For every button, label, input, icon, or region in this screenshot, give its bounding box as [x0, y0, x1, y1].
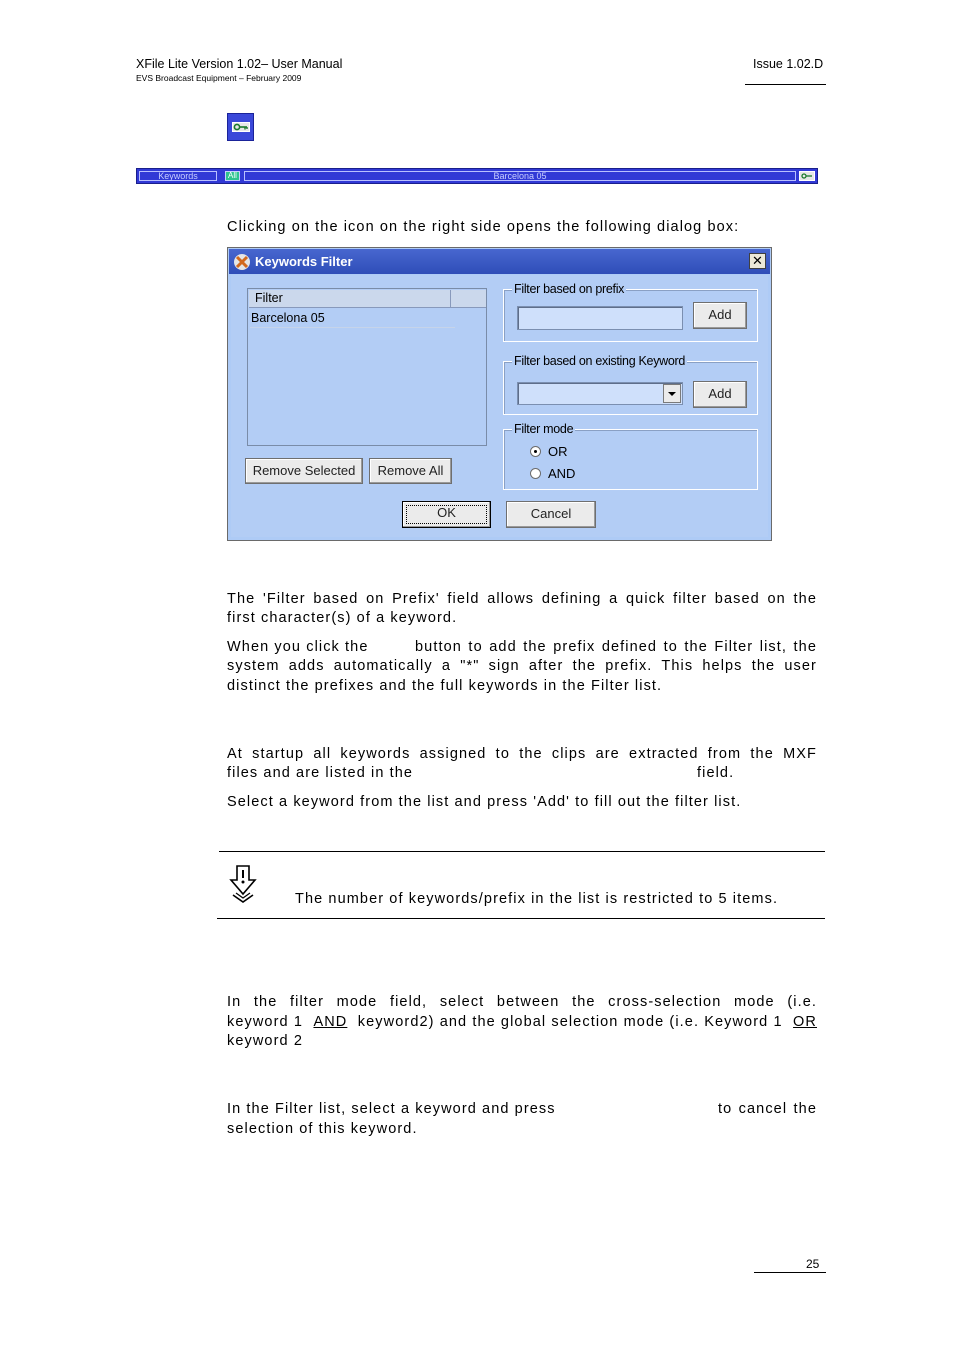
header-title: XFile Lite Version 1.02– User Manual — [136, 57, 343, 71]
prefix-paragraph-line2: first character(s) of a keyword. — [227, 610, 458, 626]
mode-line2-b: keyword2) and the global selection mode (i.e. Keyword 1 — [357, 1014, 783, 1030]
add-paragraph-line1a: When you click the — [227, 639, 369, 655]
filter-mode-legend: Filter mode — [514, 422, 574, 436]
prefix-group — [503, 282, 758, 342]
list-item[interactable]: Barcelona 05 — [250, 310, 455, 328]
evs-logo-icon — [233, 253, 251, 271]
add-keyword-button[interactable]: Add — [693, 381, 747, 408]
startup-paragraph-line2a: files and are listed in the — [227, 765, 414, 781]
mode-or-radio[interactable] — [530, 446, 541, 457]
cancel-button[interactable]: Cancel — [506, 501, 596, 528]
filter-column-spacer — [451, 290, 486, 308]
startup-paragraph-line1: At startup all keywords assigned to the clips are extracted from the MXF — [227, 746, 817, 762]
keyword-select[interactable] — [517, 382, 683, 405]
note-top-rule — [219, 851, 825, 852]
ok-button[interactable]: OK — [402, 501, 491, 528]
keywords-filter-dialog — [227, 247, 772, 541]
mode-paragraph-line2 — [227, 1013, 817, 1033]
intro-text: Clicking on the icon on the right side opens the following dialog box: — [227, 219, 740, 235]
remove-selected-button[interactable]: Remove Selected — [245, 458, 363, 484]
startup-paragraph-line2b: field. — [697, 765, 735, 781]
select-paragraph: Select a keyword from the list and press 'Add' to fill out the filter list. — [227, 794, 742, 810]
prefix-group-legend: Filter based on prefix — [514, 282, 625, 296]
page-number: 25 — [806, 1257, 820, 1271]
prefix-paragraph-line1: The 'Filter based on Prefix' field allows defining a quick filter based on the — [227, 591, 817, 607]
dialog-title: Keywords Filter — [255, 254, 353, 269]
all-button[interactable]: All — [225, 171, 240, 181]
existing-keyword-group-legend: Filter based on existing Keyword — [514, 354, 686, 368]
filter-column-header[interactable]: Filter — [249, 290, 451, 308]
add-paragraph-line2: system adds automatically a "*" sign after the prefix. This helps the user — [227, 658, 817, 674]
remove-paragraph-line2: selection of this keyword. — [227, 1121, 418, 1137]
remove-paragraph-line1b: to cancel the — [718, 1101, 817, 1117]
header-subtitle: EVS Broadcast Equipment – February 2009 — [136, 73, 302, 83]
mode-paragraph-line1: In the filter mode field, select between the cross-selection mode (i.e. — [227, 994, 817, 1010]
add-prefix-button[interactable]: Add — [693, 302, 747, 329]
mode-and-radio[interactable] — [530, 468, 541, 479]
add-paragraph-line1b: button to add the prefix defined to the Filter list, the — [415, 639, 817, 655]
filter-mode-group — [503, 422, 758, 490]
note-icon — [227, 864, 259, 904]
add-paragraph-line3: distinct the prefixes and the full keywords in the Filter list. — [227, 678, 663, 694]
keyword-filter-key-icon[interactable] — [799, 171, 815, 181]
mode-or-label: OR — [548, 444, 568, 459]
note-bottom-rule — [217, 918, 825, 919]
remove-paragraph-line1a: In the Filter list, select a keyword and press — [227, 1101, 556, 1117]
key-icon — [227, 113, 254, 141]
filter-list[interactable] — [247, 288, 487, 446]
mode-and-label: AND — [548, 466, 576, 481]
mode-line2-a: keyword 1 — [227, 1014, 303, 1030]
remove-all-button[interactable]: Remove All — [369, 458, 452, 484]
keywords-button[interactable]: Keywords — [139, 171, 217, 181]
keyword-bar — [136, 168, 818, 184]
header-issue: Issue 1.02.D — [753, 57, 824, 71]
dialog-titlebar — [229, 249, 770, 274]
header-rule — [745, 84, 826, 85]
existing-keyword-group — [503, 354, 758, 415]
dialog-body — [231, 275, 768, 537]
close-icon[interactable]: ✕ — [749, 253, 766, 269]
current-keyword-field[interactable]: Barcelona 05 — [244, 171, 796, 181]
mode-paragraph-line3: keyword 2 — [227, 1033, 303, 1049]
prefix-input[interactable] — [517, 306, 683, 330]
note-text: The number of keywords/prefix in the list is restricted to 5 items. — [295, 891, 779, 907]
footer-rule — [754, 1272, 826, 1273]
mode-line2-and: AND — [313, 1014, 348, 1030]
mode-line2-or: OR — [793, 1014, 817, 1030]
dropdown-arrow-icon[interactable] — [663, 384, 681, 403]
